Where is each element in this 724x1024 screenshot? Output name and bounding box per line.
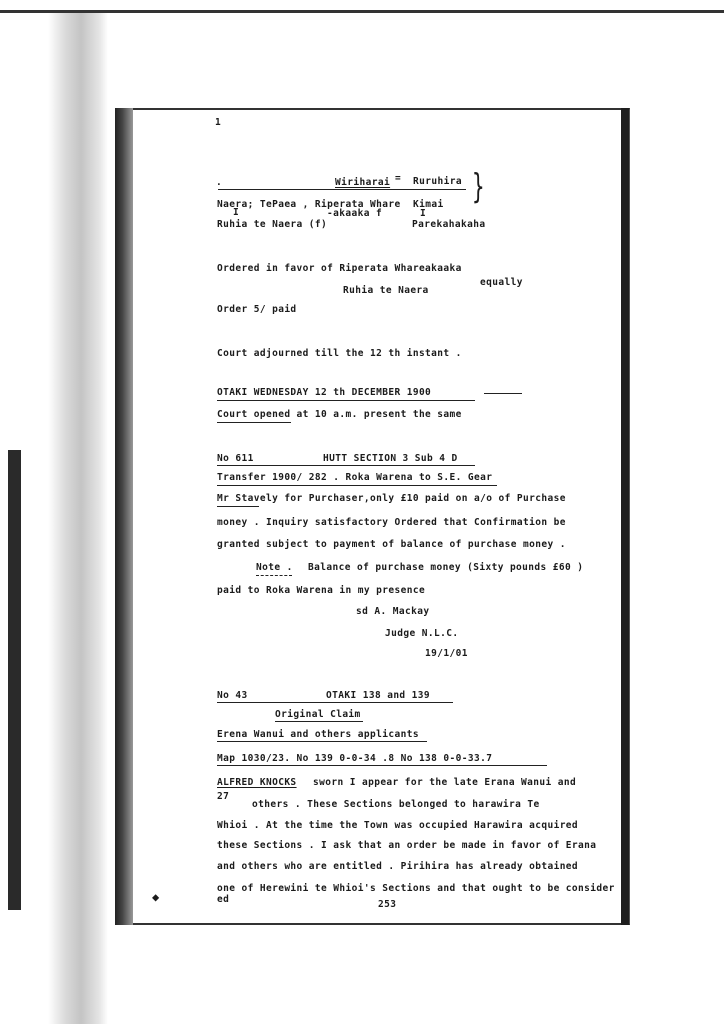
case611-line-2: money . Inquiry satisfactory Ordered that Confirmation be	[217, 517, 566, 528]
margin-mark	[8, 450, 21, 910]
case43-line-3: Whioi . At the time the Town was occupied Harawira acquired	[217, 820, 579, 831]
genealogy-rule	[218, 189, 466, 190]
judge-title: Judge N.L.C.	[385, 628, 459, 639]
note-label: Note .	[256, 562, 293, 573]
brace-mark: }	[472, 167, 485, 207]
grandchild-left: Ruhia te Naera (f)	[217, 219, 328, 230]
applicants-underline	[217, 741, 427, 742]
order-fee: Order 5/ paid	[217, 304, 297, 315]
case43-title: OTAKI 138 and 139	[326, 690, 431, 701]
parent-right: Ruruhira	[413, 176, 462, 187]
case43-line-1: sworn I appear for the late Erana Wanui and	[313, 777, 577, 788]
case43-line-6: one of Herewini te Whioi's Sections and that ought to be consider	[217, 883, 615, 894]
case43-number: No 43	[217, 690, 248, 701]
map-line: Map 1030/23. No 139 0-0-34 .8 No 138 0-0-33.7	[217, 753, 493, 764]
order-line-2: Ruhia te Naera	[343, 285, 429, 296]
case43-line-5: and others who are entitled . Pirihira has already obtained	[217, 861, 579, 872]
signature: sd A. Mackay	[356, 606, 430, 617]
marriage-sign: =	[395, 173, 402, 184]
court-opened-underline	[217, 422, 291, 423]
case611-line-5: paid to Roka Warena in my presence	[217, 585, 426, 596]
original-claim: Original Claim	[275, 709, 361, 720]
order-line-1: Ordered in favor of Riperata Whareakaaka	[217, 263, 462, 274]
children-line: Naera; TePaea , Riperata Whare	[217, 199, 401, 210]
otaki-heading: OTAKI WEDNESDAY 12 th DECEMBER 1900	[217, 387, 432, 398]
case43-underline	[217, 702, 453, 703]
heading-dash	[484, 393, 522, 394]
top-mark: 1	[215, 117, 222, 128]
court-opened: Court opened at 10 a.m. present the same	[217, 409, 462, 420]
case43-line-6-end: ed	[217, 894, 230, 905]
witness-name: ALFRED KNOCKS	[217, 777, 297, 788]
order-equally: equally	[480, 277, 523, 288]
case43-line-2: others . These Sections belonged to harawira Te	[252, 799, 540, 810]
original-claim-underline	[275, 721, 363, 722]
children-suffix: -akaaka f	[327, 208, 383, 219]
case-title-underline	[217, 465, 475, 466]
child-bar: I	[233, 207, 240, 218]
case-title: HUTT SECTION 3 Sub 4 D	[323, 453, 458, 464]
transfer-line: Transfer 1900/ 282 . Roka Warena to S.E. Gear	[217, 472, 493, 483]
case43-line-4: these Sections . I ask that an order be made in favor of Erana	[217, 840, 597, 851]
page-number: 253	[378, 899, 397, 910]
parent-left: Wiriharai	[335, 177, 391, 188]
child-kimai-bar: I	[420, 208, 427, 219]
binding-shadow	[48, 13, 108, 1024]
page-right-edge	[621, 108, 629, 925]
arrow-mark: ◆	[152, 890, 160, 904]
child-kimai: Kimai	[413, 199, 444, 210]
case611-line-1: Mr Stavely for Purchaser,only £10 paid on a/o of Purchase	[217, 493, 566, 504]
applicants-line: Erena Wanui and others applicants	[217, 729, 419, 740]
heading-underline	[217, 400, 475, 401]
signature-date: 19/1/01	[425, 648, 468, 659]
top-border-line	[0, 10, 724, 13]
bullet-dot: .	[216, 177, 223, 188]
page-left-edge	[115, 108, 133, 925]
note-text: Balance of purchase money (Sixty pounds £60 )	[308, 562, 584, 573]
case611-line-3: granted subject to payment of balance of purchase money .	[217, 539, 566, 550]
map-underline	[217, 765, 547, 766]
case-number: No 611	[217, 453, 254, 464]
grandchild-right: Parekahakaha	[412, 219, 486, 230]
margin-number: 27	[217, 791, 230, 802]
note-underline	[256, 575, 292, 577]
stavely-underline	[217, 506, 259, 507]
transfer-underline	[217, 485, 497, 486]
adjourn-line: Court adjourned till the 12 th instant .	[217, 348, 462, 359]
